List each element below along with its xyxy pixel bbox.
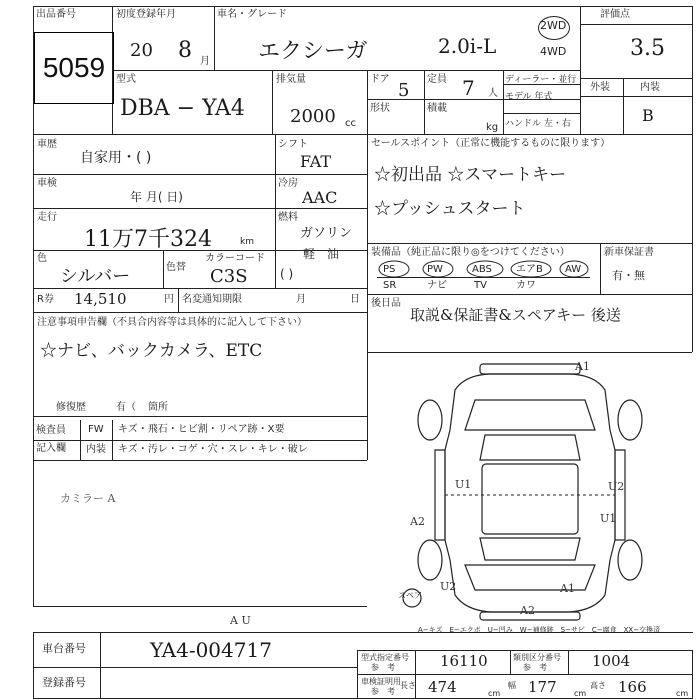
type-designation-ref: 参 考 xyxy=(371,663,395,672)
notes-label: 注意事項申告欄（不具合内容等は具体的に記入して下さい） xyxy=(37,317,307,328)
row-divider xyxy=(357,674,693,675)
title-deadline-label: 名変通知期限 xyxy=(182,294,242,305)
col-divider xyxy=(163,250,164,288)
score: 3.5 xyxy=(630,36,665,61)
sales-point-line2: ☆プッシュスタート xyxy=(374,199,526,219)
exterior-label: 外装 xyxy=(590,82,610,93)
damage-mark: A2 xyxy=(520,604,535,617)
day-label: 日 xyxy=(350,294,360,305)
month-unit: 月 xyxy=(200,56,210,67)
cm-unit: cm xyxy=(488,689,501,698)
interior-grade: B xyxy=(642,106,654,125)
cm-unit: cm xyxy=(676,689,689,698)
drive-2wd: 2WD xyxy=(540,19,567,32)
displacement: 2000 xyxy=(290,106,336,127)
ac-value: AAC xyxy=(302,188,338,207)
col-divider xyxy=(100,632,101,698)
interior-label: 内装 xyxy=(640,82,660,93)
shift-label: シフト xyxy=(278,139,308,150)
width: 177 xyxy=(528,678,557,696)
damage-mark: A1 xyxy=(575,360,590,373)
frame-right-line xyxy=(692,6,693,136)
chassis-number: YA4-004717 xyxy=(150,638,272,662)
equip-ps: PS xyxy=(383,264,396,275)
col-divider xyxy=(692,650,693,698)
category-label: 類別区分番号 xyxy=(513,653,561,662)
repair-value: 有（ xyxy=(116,402,136,413)
lot-label: 出品番号 xyxy=(36,9,76,20)
height-label: 高さ xyxy=(590,681,606,690)
cert-ref: 参 考 xyxy=(371,687,395,696)
fuel-label: 燃料 xyxy=(278,212,298,223)
col-divider xyxy=(272,70,273,134)
equip-navi: ナビ xyxy=(427,280,447,291)
damage-mark: A U xyxy=(230,614,251,627)
after-docs-handwritten: 取説&保証書&スペアキー 後送 xyxy=(410,306,621,324)
kg-unit: kg xyxy=(486,122,499,133)
col-divider xyxy=(424,70,425,134)
sales-points-label: セールスポイント（正常に機能するものに限ります） xyxy=(371,138,611,149)
row-divider xyxy=(33,134,693,135)
fuel-light: 軽 油 xyxy=(303,247,340,261)
damage-mark: A1 xyxy=(560,582,575,595)
after-docs-label: 後日品 xyxy=(371,298,401,309)
equipment-label: 装備品（純正品に限り◎をつけてください） xyxy=(371,247,570,258)
shift-value: FAT xyxy=(300,152,332,171)
recycle-label: R券 xyxy=(37,294,54,305)
damage-mark: A2 xyxy=(410,515,425,528)
height: 166 xyxy=(618,678,647,696)
fuel-paren: ( ) xyxy=(280,267,294,281)
row-divider xyxy=(33,606,367,607)
model-year-label: モデル 年式 xyxy=(505,92,553,102)
equip-aw: AW xyxy=(565,264,582,275)
row-divider xyxy=(33,312,367,313)
length-label: 長さ xyxy=(400,681,416,690)
damage-mark: U1 xyxy=(455,478,472,491)
cm-unit: cm xyxy=(574,689,587,698)
row-divider xyxy=(33,698,357,699)
color-value: シルバー xyxy=(60,266,131,287)
first-reg-year: 20 xyxy=(130,40,153,61)
frame-top-line xyxy=(33,6,693,7)
row-divider xyxy=(112,70,580,71)
fw-label: FW xyxy=(88,424,104,435)
inspection-value: 年 月( 日) xyxy=(130,190,183,204)
col-divider xyxy=(214,6,215,70)
grade-eval-label: 評価点 xyxy=(600,9,630,20)
col-divider xyxy=(367,70,368,134)
inspection-label: 車検 xyxy=(37,178,57,189)
row-divider xyxy=(357,650,693,651)
row-divider xyxy=(33,667,357,668)
damage-mark: U1 xyxy=(600,512,617,525)
equip-leather: カワ xyxy=(516,280,536,291)
length: 474 xyxy=(428,678,457,696)
history-value: 自家用・( ) xyxy=(80,150,152,166)
drive-4wd: 4WD xyxy=(540,45,567,58)
col-divider xyxy=(367,134,368,416)
recycle-value: 14,510 xyxy=(74,290,127,308)
row-divider xyxy=(33,460,367,461)
col-divider xyxy=(568,650,569,674)
loading-label: 積載 xyxy=(427,103,447,114)
fuel-gas: ガソリン xyxy=(300,226,353,241)
frame-right-line xyxy=(692,134,693,352)
equip-tv: TV xyxy=(474,280,487,291)
month-label: 月 xyxy=(296,294,306,305)
doors-label: ドア xyxy=(370,74,390,85)
damage-mark: U2 xyxy=(608,480,625,493)
color-code-label: カラーコード xyxy=(205,253,265,264)
row-divider xyxy=(33,416,367,417)
interior-check-label: 内装 xyxy=(86,444,106,455)
cc-unit: cc xyxy=(345,118,356,129)
row-divider xyxy=(580,96,692,97)
car-name: エクシーガ xyxy=(258,39,368,64)
col-divider xyxy=(510,650,511,674)
inspector-label: 検査員 xyxy=(36,425,66,436)
width-label: 幅 xyxy=(508,681,516,690)
person-unit: 人 xyxy=(488,88,498,99)
row-divider xyxy=(33,440,367,441)
warranty-label: 新車保証書 xyxy=(604,247,654,258)
car-name-label: 車名・グレード xyxy=(217,9,287,20)
ac-label: 冷房 xyxy=(278,178,298,189)
color-label: 色 xyxy=(37,253,47,264)
col-divider xyxy=(33,632,34,698)
shape-label: 形状 xyxy=(370,103,390,114)
equip-abs: ABS xyxy=(472,264,492,275)
capacity: 7 xyxy=(462,76,475,100)
repair-label: 修復歴 xyxy=(56,402,86,413)
row-divider xyxy=(580,24,692,25)
repair-suffix: 箇所 xyxy=(148,402,168,413)
sales-point-line1: ☆初出品 ☆スマートキー xyxy=(374,165,567,185)
interior-check-items: キズ・汚レ・コゲ・穴・スレ・キレ・破レ xyxy=(118,444,308,455)
equipment-circles xyxy=(377,258,592,280)
col-divider xyxy=(503,70,504,134)
first-reg-month: 8 xyxy=(178,38,192,63)
equip-airbag: エアB xyxy=(516,264,543,275)
row-divider xyxy=(503,113,580,114)
col-divider xyxy=(275,134,276,288)
lot-number: 5059 xyxy=(34,32,114,104)
row-divider xyxy=(33,288,367,289)
grade: 2.0i-L xyxy=(438,34,497,58)
row-divider xyxy=(357,698,693,699)
col-divider xyxy=(80,420,81,460)
model-label: 型式 xyxy=(116,74,136,85)
col-divider xyxy=(600,243,601,294)
handle-label: ハンドル 左・右 xyxy=(505,119,571,129)
first-reg-label: 初度登録年月 xyxy=(116,9,176,20)
damage-legend: A−キズ E−エクボ U−凹み W−補修跡 S−サビ C−腐食 XX−交換済 xyxy=(418,626,661,634)
warranty-value: 有・無 xyxy=(612,269,645,282)
col-divider xyxy=(112,420,113,460)
mileage-label: 走行 xyxy=(37,212,57,223)
equip-pw: PW xyxy=(427,264,443,275)
category: 1004 xyxy=(592,652,631,670)
category-ref: 参 考 xyxy=(523,663,547,672)
inspector-note1: カミラー A xyxy=(60,492,116,505)
col-divider xyxy=(178,288,179,312)
row-divider xyxy=(33,174,367,175)
mileage-value: 11万7千324 xyxy=(84,227,212,252)
yen-unit: 円 xyxy=(164,294,174,305)
registration-label: 登録番号 xyxy=(42,676,86,689)
cert-label: 車検証明用 xyxy=(361,677,401,686)
model: DBA − YA4 xyxy=(120,96,245,121)
chassis-label: 車台番号 xyxy=(42,642,86,655)
col-divider xyxy=(580,6,581,134)
km-unit: km xyxy=(240,237,254,247)
row-divider xyxy=(367,243,692,244)
col-divider xyxy=(367,416,368,460)
color-code: C3S xyxy=(210,266,248,287)
spare-label: スペア xyxy=(398,591,422,600)
fw-items: キズ・飛石・ヒビ割・リペア跡・X要 xyxy=(118,424,285,435)
col-divider xyxy=(623,78,624,134)
capacity-label: 定員 xyxy=(427,74,447,85)
row-divider xyxy=(33,208,367,209)
row-divider xyxy=(367,294,692,295)
displacement-label: 排気量 xyxy=(276,74,306,85)
history-label: 車歴 xyxy=(37,139,57,150)
type-designation-label: 型式指定番号 xyxy=(361,653,409,662)
color-change-label: 色替 xyxy=(166,262,186,273)
type-designation: 16110 xyxy=(440,652,488,670)
row-divider xyxy=(367,352,692,353)
notes-handwritten: ☆ナビ、バックカメラ、ETC xyxy=(40,341,263,361)
row-divider xyxy=(580,78,692,79)
dealer-label: ディーラー・並行 xyxy=(505,75,577,85)
damage-mark: U2 xyxy=(440,580,457,593)
doors: 5 xyxy=(398,80,410,101)
entry-label: 記入欄 xyxy=(36,443,66,454)
equip-sr: SR xyxy=(383,280,397,291)
